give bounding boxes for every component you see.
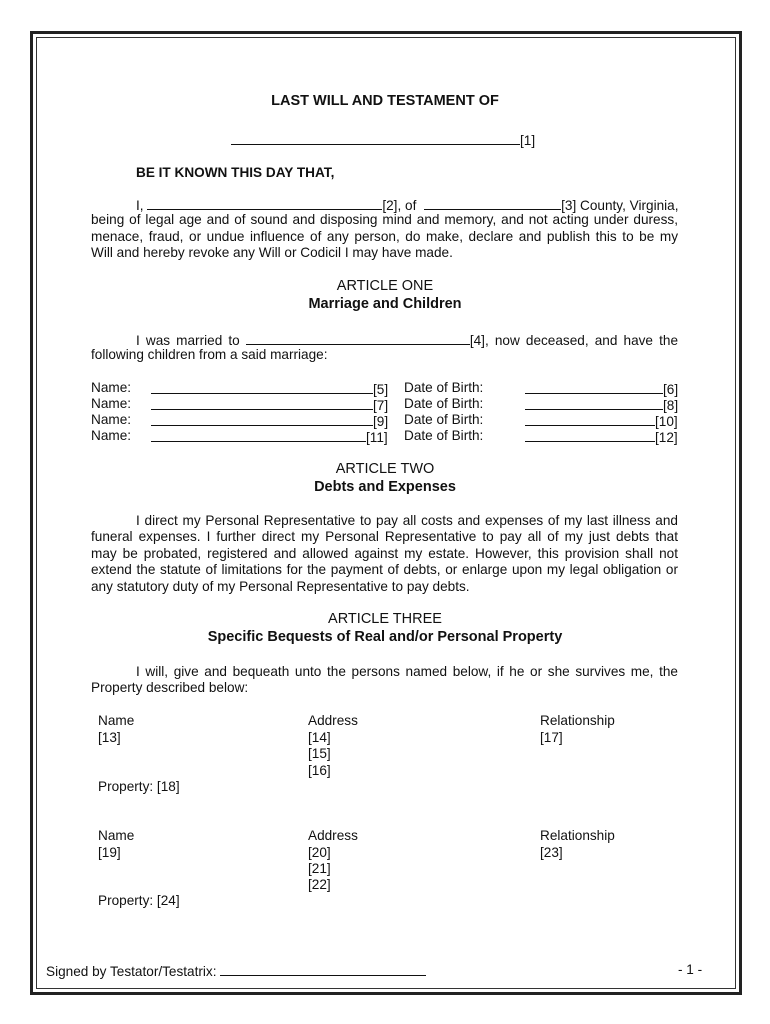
field-marker-10: [10] xyxy=(655,414,678,429)
bequest-property[interactable]: Property: [24] xyxy=(98,893,180,908)
child-name-blank[interactable] xyxy=(151,412,373,426)
intro-line-4: Will and hereby revoke any Will or Codicil I may have made. xyxy=(91,245,453,261)
bequest-address-label: Address xyxy=(308,713,358,728)
intro-line-1 xyxy=(91,196,678,212)
bequests-line-2: Property described below: xyxy=(91,680,249,696)
child-name-blank[interactable] xyxy=(151,396,373,410)
field-marker-6: [6] xyxy=(663,382,679,397)
debts-line-4: extend the statute of limitations for the payment of debts, or enlarge upon my legal obligation or xyxy=(91,562,678,578)
child-dob-label: Date of Birth: xyxy=(404,396,484,411)
child-dob-blank[interactable] xyxy=(525,396,663,410)
field-marker-4: [4], now deceased, and have the xyxy=(469,333,679,348)
child-name-blank[interactable] xyxy=(151,428,366,442)
child-name-label: Name: xyxy=(91,380,132,395)
field-marker-22[interactable]: [22] xyxy=(308,877,331,892)
bequest-name-label: Name xyxy=(98,713,135,728)
known-line: BE IT KNOWN THIS DAY THAT, xyxy=(136,165,335,180)
debts-line-3: may be probated, registered and allowed against my estate. However, this provision shall not xyxy=(91,545,678,561)
field-marker-2: [2], of xyxy=(382,198,417,213)
child-dob-field[interactable] xyxy=(525,380,678,397)
child-name-label: Name: xyxy=(91,428,132,443)
debts-line-1: I direct my Personal Representative to pay all costs and expenses of my last illness and xyxy=(136,513,678,528)
bequests-paragraph xyxy=(91,664,678,697)
child-name-field[interactable] xyxy=(151,428,388,445)
page-number: - 1 - xyxy=(678,962,703,977)
child-dob-blank[interactable] xyxy=(525,380,663,394)
testator-name-field[interactable] xyxy=(231,131,535,148)
child-dob-blank[interactable] xyxy=(525,428,655,442)
field-marker-20[interactable]: [20] xyxy=(308,845,331,860)
bequest-relationship-label: Relationship xyxy=(540,828,615,843)
child-name-label: Name: xyxy=(91,396,132,411)
bequest-property[interactable]: Property: [18] xyxy=(98,779,180,794)
child-dob-field[interactable] xyxy=(525,396,678,413)
field-marker-3: [3] County, Virginia, xyxy=(561,198,679,213)
debts-paragraph xyxy=(91,513,678,595)
signature-blank[interactable] xyxy=(220,962,426,976)
field-marker-21[interactable]: [21] xyxy=(308,861,331,876)
child-name-field[interactable] xyxy=(151,396,388,413)
field-marker-1: [1] xyxy=(520,133,536,148)
field-marker-8: [8] xyxy=(663,398,679,413)
marriage-line-2: following children from a said marriage: xyxy=(91,347,328,363)
article-one-subheading: Marriage and Children xyxy=(308,296,462,312)
field-marker-16[interactable]: [16] xyxy=(308,763,331,778)
intro-line-2: being of legal age and of sound and disposing mind and memory, and not acting under duress, xyxy=(91,212,678,228)
field-marker-9: [9] xyxy=(373,414,389,429)
testator-name-blank[interactable] xyxy=(231,131,520,145)
field-marker-19[interactable]: [19] xyxy=(98,845,121,860)
testator-full-name-blank[interactable] xyxy=(147,196,382,210)
child-dob-label: Date of Birth: xyxy=(404,412,484,427)
field-marker-17[interactable]: [17] xyxy=(540,730,563,745)
document-title: LAST WILL AND TESTAMENT OF xyxy=(271,93,499,109)
field-marker-14[interactable]: [14] xyxy=(308,730,331,745)
married-to-text: I was married to xyxy=(136,333,240,348)
debts-line-2: funeral expenses. I further direct my Personal Representative to pay all of my just debts that xyxy=(91,529,678,545)
spouse-name-blank[interactable] xyxy=(246,331,470,345)
child-name-blank[interactable] xyxy=(151,380,373,394)
intro-paragraph xyxy=(91,196,678,262)
child-dob-blank[interactable] xyxy=(525,412,655,426)
child-dob-label: Date of Birth: xyxy=(404,428,484,443)
child-dob-field[interactable] xyxy=(525,412,678,429)
bequest-address-label: Address xyxy=(308,828,358,843)
article-two-heading: ARTICLE TWO xyxy=(335,461,435,477)
signed-by-label: Signed by Testator/Testatrix: xyxy=(46,964,217,979)
bequest-relationship-label: Relationship xyxy=(540,713,615,728)
field-marker-15[interactable]: [15] xyxy=(308,746,331,761)
child-dob-label: Date of Birth: xyxy=(404,380,484,395)
field-marker-11: [11] xyxy=(366,430,388,445)
signature-line xyxy=(46,962,426,979)
child-dob-field[interactable] xyxy=(525,428,678,445)
field-marker-13[interactable]: [13] xyxy=(98,730,121,745)
field-marker-12: [12] xyxy=(655,430,678,445)
marriage-line-1 xyxy=(91,331,678,347)
child-name-label: Name: xyxy=(91,412,132,427)
bequest-name-label: Name xyxy=(98,828,135,843)
article-three-subheading: Specific Bequests of Real and/or Personal Property xyxy=(207,629,563,645)
intro-i-text: I, xyxy=(136,198,144,213)
field-marker-5: [5] xyxy=(373,382,389,397)
field-marker-7: [7] xyxy=(373,398,389,413)
county-blank[interactable] xyxy=(424,196,561,210)
marriage-paragraph xyxy=(91,331,678,364)
bequests-line-1: I will, give and bequeath unto the persons named below, if he or she survives me, the xyxy=(136,664,678,679)
debts-line-5: any statutory duty of my Personal Representative to pay debts. xyxy=(91,578,470,594)
article-two-subheading: Debts and Expenses xyxy=(314,479,456,495)
field-marker-23[interactable]: [23] xyxy=(540,845,563,860)
article-one-heading: ARTICLE ONE xyxy=(336,278,434,294)
child-name-field[interactable] xyxy=(151,380,388,397)
article-three-heading: ARTICLE THREE xyxy=(328,611,442,627)
intro-line-3: menace, fraud, or undue influence of any person, do make, declare and publish this to be my xyxy=(91,228,678,244)
child-name-field[interactable] xyxy=(151,412,388,429)
